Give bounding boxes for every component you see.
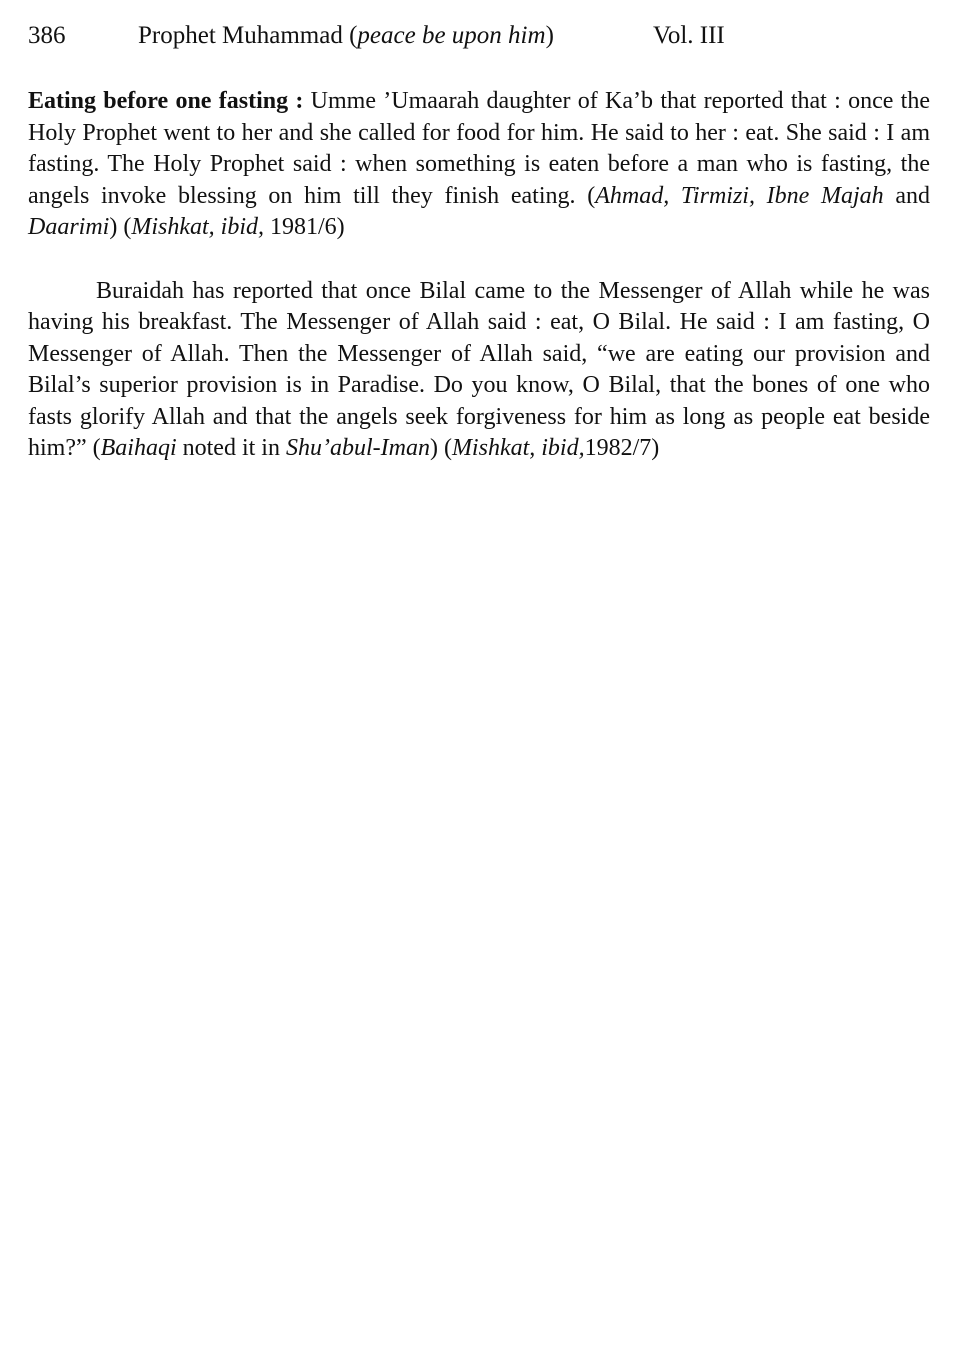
paragraph-text: and [883,182,931,209]
source-citation: Mishkat, ibid, [131,214,264,240]
book-title-main: Prophet Muhammad ( [138,22,358,49]
paragraph-text: 1981/6) [263,214,345,240]
section-heading: Eating before one fasting : [28,88,304,114]
running-header [28,20,930,52]
paragraph-text: Buraidah has reported that once Bilal came to the Messenger of Allah while he was having his breakfast. The Messenger of Allah said : eat, O Bilal. He said : I am fasting, O Messenger of Allah. Then the Messenger of Allah said, “we are eating our provision and Bilal’s superior provision is in Paradise. Do you know, O Bilal, that the bones of one who fasts glorify Allah and that the angels seek forgiveness for him as long as people eat beside him?” ( [28,277,930,461]
paragraph-text: ) ( [109,214,132,240]
paragraph-buraidah [28,276,930,465]
book-title-close: ) [545,22,554,49]
book-page [28,20,930,465]
paragraph-text: noted it in [176,435,286,461]
paragraph-text: Umme ’Umaarah daughter of Ka’b that reported that : once the Holy Prophet went to her and she called for food for him. He said to her : eat. She said : I am fasting. The Holy Prophet said : when something is eaten before a man who is fasting, the angels invoke blessing on him till they finish eating. ( [28,88,930,209]
book-title [138,20,554,52]
source-citation: Mishkat, ibid, [451,435,585,461]
page-number: 386 [28,22,66,49]
paragraph-text: 1982/7) [584,435,660,461]
source-citation: Daarimi [28,214,110,240]
book-title-italic: peace be upon him [357,22,546,49]
volume-label: Vol. III [653,22,725,49]
source-citation: Ahmad, Tirmizi, Ibne Majah [595,182,884,209]
source-citation: Baihaqi [100,435,177,461]
paragraph-eating-before-fasting [28,86,930,244]
source-citation: Shu’abul-Iman [285,435,430,461]
paragraph-text: ) ( [429,435,452,461]
